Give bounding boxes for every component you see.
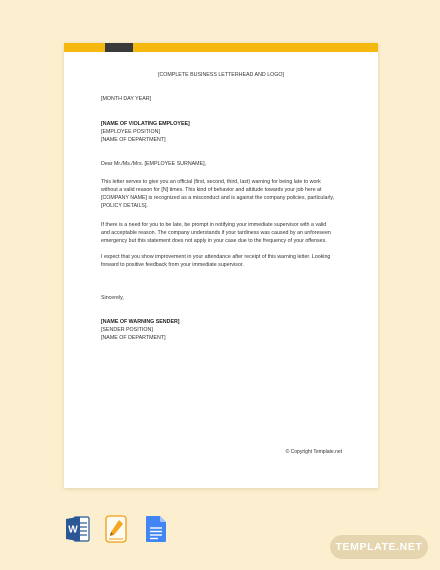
letterhead-dark-block <box>105 43 133 52</box>
closing: Sincerely, <box>101 295 124 301</box>
letterhead-placeholder: [COMPLETE BUSINESS LETTERHEAD AND LOGO] <box>158 72 284 78</box>
paragraph-3 <box>101 253 330 269</box>
paragraph-2 <box>101 221 331 245</box>
paragraph-2-line: If there is a need for you to be late, be prompt in notifying your immediate supervisor with a valid <box>101 222 327 228</box>
recipient-department: [NAME OF DEPARTMENT] <box>101 137 166 143</box>
template-net-logo[interactable]: TEMPLATE.NET <box>330 535 428 559</box>
letter-page <box>64 43 378 488</box>
paragraph-1-line: This letter serves to give you an official (first, second, third, last) warning for being late to work <box>101 179 321 185</box>
letter-date: [MONTH DAY YEAR] <box>101 96 152 102</box>
salutation: Dear Mr./Ms./Mrs. [EMPLOYEE SURNAME], <box>101 161 207 167</box>
paragraph-1-line: [COMPANY NAME] is recognized as a misconduct and is against the company policies, particularly, <box>101 195 335 201</box>
paragraph-2-line: emergency but this statement does not apply in your case due to the frequency of your offenses. <box>101 238 327 244</box>
recipient-name: [NAME OF VIOLATING EMPLOYEE] <box>101 121 190 127</box>
paragraph-1-line: without a valid reason for [N] times. This kind of behavior and attitude towards your job here at <box>101 187 322 193</box>
svg-text:W: W <box>68 524 78 536</box>
recipient-position: [EMPLOYEE POSITION] <box>101 129 160 135</box>
paragraph-2-line: and acceptable reason. The company understands if your tardiness was caused by an unforeseen <box>101 230 331 236</box>
paragraph-1 <box>101 178 334 210</box>
pages-icon[interactable] <box>104 515 128 543</box>
google-docs-icon[interactable] <box>144 515 168 543</box>
paragraph-1-line: [POLICY DETAILS]. <box>101 203 148 209</box>
paragraph-3-line: I expect that you show improvement in your attendance after receipt of this warning letter. Looking <box>101 254 331 260</box>
copyright-notice: © Copyright Template.net <box>285 449 342 455</box>
paragraph-3-line: forward to positive feedback from your immediate supervisor. <box>101 262 244 268</box>
sender-department: [NAME OF DEPARTMENT] <box>101 335 166 341</box>
sender-name: [NAME OF WARNING SENDER] <box>101 319 180 325</box>
sender-position: [SENDER POSITION] <box>101 327 153 333</box>
word-icon[interactable] <box>66 515 90 543</box>
